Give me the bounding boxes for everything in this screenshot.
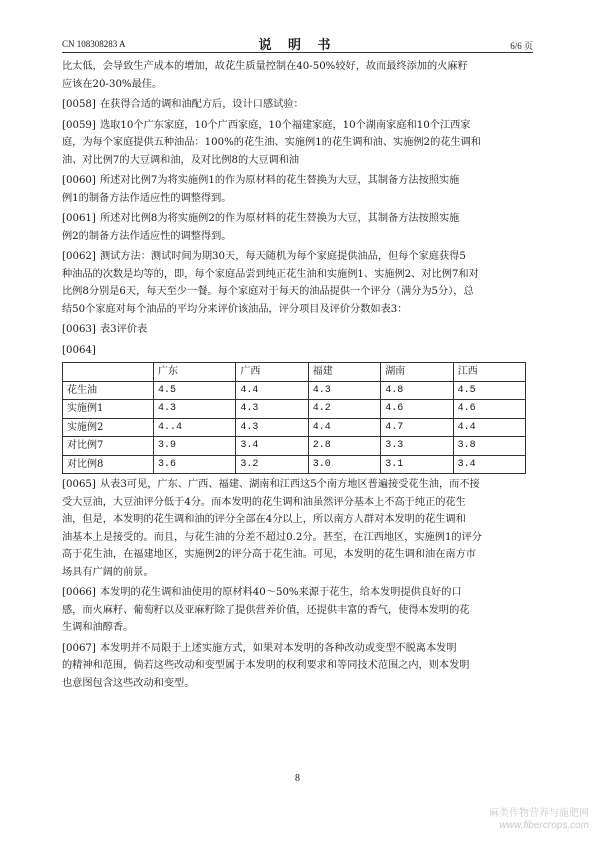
paragraph-number: [0063] (62, 324, 96, 335)
column-header: 福建 (308, 363, 380, 382)
table-cell: 4..4 (154, 418, 236, 437)
text-line: 油，但是，本发明的花生调和油的评分全部在4分以上，所以南方人群对本发明的花生调和 (62, 514, 466, 525)
table-cell: 3.6 (154, 455, 236, 474)
paragraph-0064 (62, 342, 539, 360)
paragraph-0063 (62, 321, 539, 339)
text-line: 本发明的花生调和油使用的原材料40～50%来源于花生，给本发明提供良好的口 (100, 587, 462, 598)
table-cell: 4.6 (381, 400, 453, 419)
column-header: 湖南 (381, 363, 453, 382)
watermark-site-name: 麻类作物营养与施肥网 (489, 808, 589, 819)
text-line: 场具有广阔的前景。 (62, 566, 154, 578)
table-cell: 3.3 (381, 437, 453, 456)
paragraph-0065 (62, 476, 539, 581)
table-cell: 3.1 (381, 455, 453, 474)
text-line: 在获得合适的调和油配方后，设计口感试验： (100, 99, 304, 110)
table-cell: 4.3 (236, 400, 308, 419)
text-line: 种油品的次数是均等的，即，每个家庭品尝到纯正花生油和实施例1、实施例2、对比例7和对 (62, 268, 479, 280)
table-cell: 3.9 (154, 437, 236, 456)
text-line: 选取10个广东家庭，10个广西家庭，10个福建家庭，10个湖南家庭和10个江西家 (100, 119, 471, 131)
text-line: 油、对比例7的大豆调和油，及对比例8的大豆调和油 (62, 154, 300, 166)
table-cell: 4.2 (308, 400, 380, 419)
table-cell: 4.4 (453, 418, 525, 437)
table-cell: 2.8 (308, 437, 380, 456)
table-cell: 4.6 (453, 400, 525, 419)
paragraph-number: [0064] (62, 344, 96, 356)
column-header: 广西 (236, 363, 308, 382)
paragraph-number: [0066] (62, 587, 96, 598)
table-row (63, 400, 526, 419)
column-header: 广东 (154, 363, 236, 382)
table-cell: 3.4 (236, 437, 308, 456)
table-row (63, 418, 526, 437)
paragraph-number: [0062] (62, 251, 96, 262)
table-cell: 4.3 (308, 381, 380, 400)
paragraph-0061 (62, 210, 539, 245)
paragraph-number: [0067] (62, 642, 96, 654)
paragraph-0066 (62, 584, 539, 637)
table-cell: 3.0 (308, 455, 380, 474)
table-cell: 3.2 (236, 455, 308, 474)
row-label: 实施例1 (63, 400, 154, 419)
text-line: 庭，为每个家庭提供五种油品：100%的花生油、实施例1的花生调和油、实施例2的花生调和 (62, 137, 482, 148)
text-line: 也意图包含这些改动和变型。 (62, 677, 195, 689)
text-line: 受大豆油，大豆油评分低于4分。而本发明的花生调和油虽然评分基本上不高于纯正的花生 (62, 496, 466, 508)
document-body (62, 58, 539, 695)
paragraph-number: [0059] (62, 119, 96, 131)
row-label: 实施例2 (63, 418, 154, 437)
paragraph-0067 (62, 640, 539, 693)
text-line: 的精神和范围，倘若这些改动和变型属于本发明的权利要求和等同技术范围之内，则本发明 (62, 660, 470, 671)
text-line: 高于花生油，在福建地区，实施例2的评分高于花生油。可见，本发明的花生调和油在南方市 (62, 549, 476, 560)
page-indicator: 6/6 页 (510, 41, 533, 51)
publication-number: CN 108308283 A (62, 39, 126, 49)
text-line: 从表3可见，广东、广西、福建、湖南和江西这5个南方地区普遍接受花生油，而不接 (100, 479, 480, 490)
table-cell: 4.4 (236, 381, 308, 400)
table-cell: 4.5 (453, 381, 525, 400)
row-label: 对比例8 (63, 455, 154, 474)
paragraph-number: [0058] (62, 99, 96, 110)
paragraph-number: [0065] (62, 479, 96, 490)
paragraph-0060 (62, 172, 539, 207)
table-cell: 4.4 (308, 418, 380, 437)
text-line: 感，而火麻籽、葡萄籽以及亚麻籽除了提供营养价值，还提供丰富的香气，使得本发明的花 (62, 604, 470, 616)
text-line: 比太低，会导致生产成本的增加，故花生质量控制在40-50%较好，故而最终添加的火麻籽 (62, 61, 468, 72)
table-header-row (63, 363, 526, 382)
text-line: 测试方法：测试时间为期30天，每天随机为每个家庭提供油品，但每个家庭获得5 (100, 251, 466, 262)
table-cell: 4.3 (236, 418, 308, 437)
table-cell: 4.8 (381, 381, 453, 400)
paragraph-0059 (62, 117, 539, 170)
row-label: 花生油 (63, 381, 154, 400)
text-line: 结50个家庭对每个油品的平均分来评价该油品，评分项目及评价分数如表3： (62, 303, 408, 315)
paragraph-0062 (62, 248, 539, 318)
table-cell: 3.4 (453, 455, 525, 474)
text-line: 本发明并不局限于上述实施方式，如果对本发明的各种改动或变型不脱离本发明 (100, 642, 457, 654)
page-number: 8 (295, 773, 300, 784)
text-line: 所述对比例7为将实施例1的作为原材料的花生替换为大豆，其制备方法按照实施 (100, 175, 460, 186)
text-line: 比例8分别是6天，每天至少一餐。每个家庭对于每天的油品提供一个评分（满分为5分），总 (62, 286, 474, 297)
table-caption: 表3评价表 (100, 324, 148, 335)
page-header (62, 34, 533, 53)
evaluation-table (62, 362, 526, 474)
row-label: 对比例7 (63, 437, 154, 456)
text-line: 例2的制备方法作适应性的调整得到。 (62, 230, 232, 242)
table-cell: 4.3 (154, 400, 236, 419)
paragraph-continuation (62, 58, 539, 93)
watermark-url: www.fibercrops.com (499, 820, 589, 831)
paragraph-number: [0060] (62, 175, 96, 186)
site-watermark (489, 808, 589, 832)
column-header: 江西 (453, 363, 525, 382)
table-row (63, 455, 526, 474)
paragraph-number: [0061] (62, 213, 96, 224)
text-line: 例1的制备方法作适应性的调整得到。 (62, 192, 232, 204)
table-row (63, 381, 526, 400)
table-cell: 4.7 (381, 418, 453, 437)
table-cell: 4.5 (154, 381, 236, 400)
text-line: 应该在20-30%最佳。 (62, 78, 163, 90)
text-line: 所述对比例8为将实施例2的作为原材料的花生替换为大豆，其制备方法按照实施 (100, 213, 460, 224)
paragraph-0058 (62, 96, 539, 114)
table-cell: 3.8 (453, 437, 525, 456)
document-title: 说 明 书 (258, 38, 337, 53)
table-row (63, 437, 526, 456)
text-line: 油基本上是接受的。而且，与花生油的分差不超过0.2分。甚至，在江西地区，实施例1的评分 (62, 531, 482, 543)
text-line: 生调和油醇香。 (62, 622, 134, 633)
column-header (63, 363, 154, 382)
